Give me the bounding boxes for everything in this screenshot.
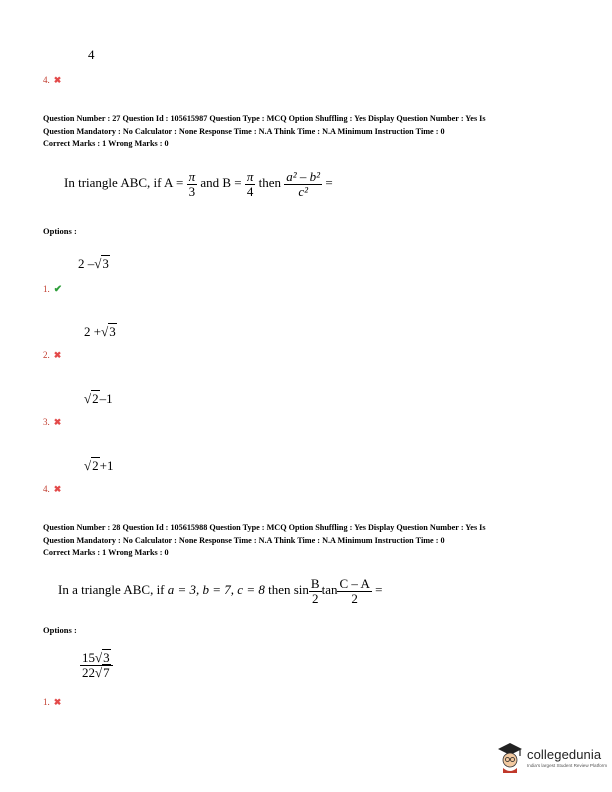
correct-check-icon: ✔ bbox=[53, 284, 63, 295]
wrong-mark-icon: ✖ bbox=[53, 75, 62, 85]
q27-option-3-value: √2–1 bbox=[84, 391, 113, 406]
wrong-mark-icon: ✖ bbox=[53, 350, 62, 360]
q27-meta bbox=[43, 113, 583, 151]
previous-answer-fragment: 4 bbox=[88, 47, 95, 62]
graduate-mascot-icon bbox=[496, 741, 524, 773]
q27-option-1 bbox=[43, 279, 62, 297]
q27-option-3 bbox=[43, 412, 61, 430]
wrong-mark-icon: ✖ bbox=[53, 697, 62, 707]
q27-option-2-value: 2 +√3 bbox=[84, 324, 116, 339]
q28-meta-line2: Question Mandatory : No Calculator : None Response Time : N.A Think Time : N.A Minimum Instruction Time : 0 bbox=[43, 535, 445, 545]
q27-stem-and: and bbox=[200, 175, 220, 191]
q27-stem-equals: = bbox=[325, 175, 333, 191]
q28-option-1 bbox=[43, 692, 61, 710]
fifteen-root3-over-22-root7-fraction: $\frac{15√3}{22√7}$ bbox=[80, 651, 113, 679]
sqrt-symbol: √3 bbox=[101, 324, 116, 339]
q28-meta-line3: Correct Marks : 1 Wrong Marks : 0 bbox=[43, 548, 169, 558]
a2-minus-b2-over-c2-fraction: $\frac{\text{a² – b²}}{\text{c²}}$ bbox=[286, 169, 321, 199]
q28-options-label: Options : bbox=[43, 625, 77, 635]
q27-stem-a: A = bbox=[164, 175, 184, 191]
q27-stem-then: then bbox=[258, 175, 282, 191]
q28-meta-line1: Question Number : 28 Question Id : 105615988 Question Type : MCQ Option Shuffling : Yes Display Question Number : Yes Is bbox=[43, 523, 486, 532]
sqrt-symbol: √2 bbox=[84, 391, 99, 406]
wrong-mark-icon: ✖ bbox=[53, 484, 62, 494]
pi-over-3-fraction: $\frac{\pi}{3}$ bbox=[188, 169, 196, 199]
q27-meta-line1: Question Number : 27 Question Id : 105615987 Question Type : MCQ Option Shuffling : Yes Display Question Number : Yes Is bbox=[43, 114, 486, 123]
wrong-mark-icon: ✖ bbox=[53, 417, 62, 427]
q28-stem-sin: sin bbox=[293, 582, 309, 598]
sqrt-symbol: √3 bbox=[94, 256, 109, 271]
q27-meta-line3: Correct Marks : 1 Wrong Marks : 0 bbox=[43, 139, 169, 149]
q28-meta bbox=[43, 522, 583, 560]
q28-stem-then: then bbox=[268, 582, 291, 598]
sqrt-symbol: √3 bbox=[95, 650, 110, 665]
pi-over-4-fraction: $\frac{\pi}{4}$ bbox=[246, 169, 254, 199]
option-number: 4. bbox=[43, 75, 50, 85]
q27-option-4 bbox=[43, 479, 61, 497]
option-number: 4. bbox=[43, 484, 50, 494]
q27-option-4-value: √2+1 bbox=[84, 458, 114, 473]
q28-stem-intro: In a triangle ABC, if bbox=[58, 582, 165, 598]
option-number: 1. bbox=[43, 284, 50, 294]
option-number: 3. bbox=[43, 417, 50, 427]
q27-option-2 bbox=[43, 345, 61, 363]
logo-wordmark: collegedunia bbox=[527, 746, 602, 762]
q27-stem bbox=[64, 170, 333, 198]
q28-stem-tan: tan bbox=[321, 582, 338, 598]
q27-option-1-value: 2 –√3 bbox=[78, 256, 109, 271]
logo-tagline: India's largest Student Review Platform bbox=[527, 762, 608, 768]
q28-option-1-value bbox=[80, 651, 113, 679]
q27-stem-b: B = bbox=[222, 175, 242, 191]
q28-stem bbox=[58, 577, 382, 605]
q27-meta-line2: Question Mandatory : No Calculator : None Response Time : N.A Think Time : N.A Minimum Instruction Time : 0 bbox=[43, 126, 445, 136]
q28-stem-values: a = 3, b = 7, c = 8 bbox=[167, 582, 265, 598]
q28-stem-equals: = bbox=[375, 582, 383, 598]
q27-stem-intro: In triangle ABC, if bbox=[64, 175, 162, 191]
prev-option-4 bbox=[43, 70, 61, 88]
option-number: 2. bbox=[43, 350, 50, 360]
collegedunia-logo bbox=[496, 741, 607, 773]
q27-options-label: Options : bbox=[43, 226, 77, 236]
option-number: 1. bbox=[43, 697, 50, 707]
b-over-2-fraction: $\frac{B}{2}$ bbox=[310, 576, 320, 606]
sqrt-symbol: √7 bbox=[95, 664, 110, 680]
c-minus-a-over-2-fraction: $\frac{C - A}{2}$ bbox=[339, 576, 370, 606]
sqrt-symbol: √2 bbox=[84, 458, 99, 473]
